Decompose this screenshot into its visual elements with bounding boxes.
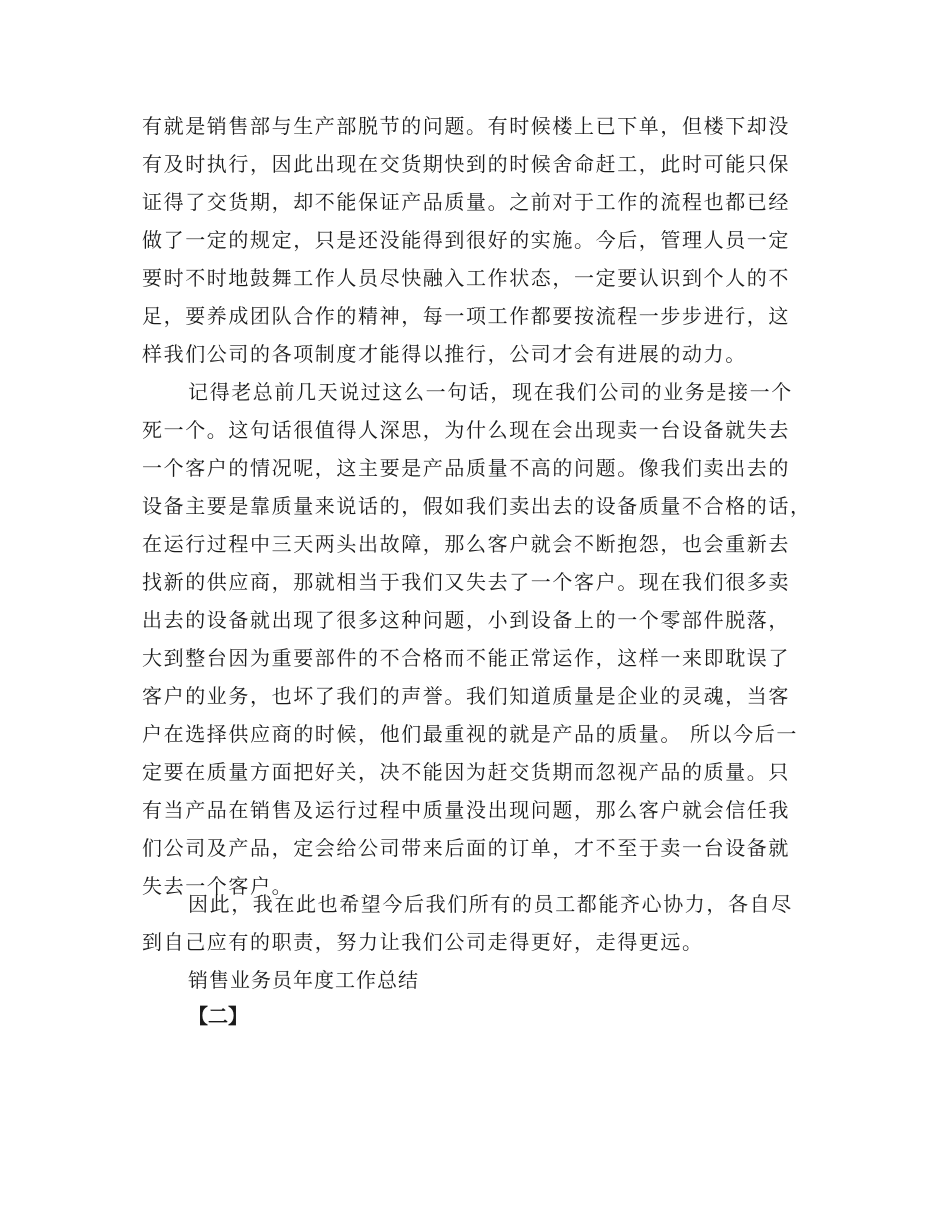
paragraph-line: 证得了交货期，却不能保证产品质量。之前对于工作的流程也都已经 bbox=[142, 190, 790, 214]
paragraph-line: 足，要养成团队合作的精神，每一项工作都要按流程一步步进行，这 bbox=[142, 304, 790, 328]
paragraph-line: 客户的业务，也坏了我们的声誉。我们知道质量是企业的灵魂，当客 bbox=[142, 684, 790, 708]
paragraph-line: 记得老总前几天说过这么一句话，现在我们公司的业务是接一个 bbox=[188, 380, 793, 404]
section-subtitle: 销售业务员年度工作总结 bbox=[188, 968, 419, 992]
paragraph-line: 一个客户的情况呢，这主要是产品质量不高的问题。像我们卖出去的 bbox=[142, 456, 790, 480]
paragraph-line: 有及时执行，因此出现在交货期快到的时候舍命赶工，此时可能只保 bbox=[142, 152, 790, 176]
paragraph-line: 定要在质量方面把好关，决不能因为赶交货期而忽视产品的质量。只 bbox=[142, 760, 790, 784]
paragraph-line: 户在选择供应商的时候，他们最重视的就是产品的质量。 所以今后一 bbox=[142, 722, 798, 746]
paragraph-line: 有当产品在销售及运行过程中质量没出现问题，那么客户就会信任我 bbox=[142, 798, 790, 822]
paragraph-line: 大到整台因为重要部件的不合格而不能正常运作，这样一来即耽误了 bbox=[142, 646, 790, 670]
paragraph-line: 到自己应有的职责，努力让我们公司走得更好，走得更远。 bbox=[142, 930, 704, 954]
paragraph-line: 出去的设备就出现了很多这种问题，小到设备上的一个零部件脱落， bbox=[142, 608, 790, 632]
paragraph-line: 在运行过程中三天两头出故障，那么客户就会不断抱怨，也会重新去 bbox=[142, 532, 790, 556]
paragraph-line: 找新的供应商，那就相当于我们又失去了一个客户。现在我们很多卖 bbox=[142, 570, 790, 594]
paragraph-line: 们公司及产品，定会给公司带来后面的订单，才不至于卖一台设备就 bbox=[142, 836, 790, 860]
paragraph-line: 有就是销售部与生产部脱节的问题。有时候楼上已下单，但楼下却没 bbox=[142, 114, 790, 138]
paragraph-line: 做了一定的规定，只是还没能得到很好的实施。今后，管理人员一定 bbox=[142, 228, 790, 252]
paragraph-line: 设备主要是靠质量来说话的，假如我们卖出去的设备质量不合格的话， bbox=[142, 494, 812, 518]
paragraph-line: 失去一个客户。 bbox=[142, 874, 294, 898]
section-mark: 【二】 bbox=[188, 1004, 248, 1028]
paragraph-line: 样我们公司的各项制度才能得以推行，公司才会有进展的动力。 bbox=[142, 342, 747, 366]
paragraph-line: 要时不时地鼓舞工作人员尽快融入工作状态，一定要认识到个人的不 bbox=[142, 266, 790, 290]
paragraph-line: 死一个。这句话很值得人深思，为什么现在会出现卖一台设备就失去 bbox=[142, 418, 790, 442]
paragraph-line: 因此，我在此也希望今后我们所有的员工都能齐心协力，各自尽 bbox=[188, 892, 793, 916]
